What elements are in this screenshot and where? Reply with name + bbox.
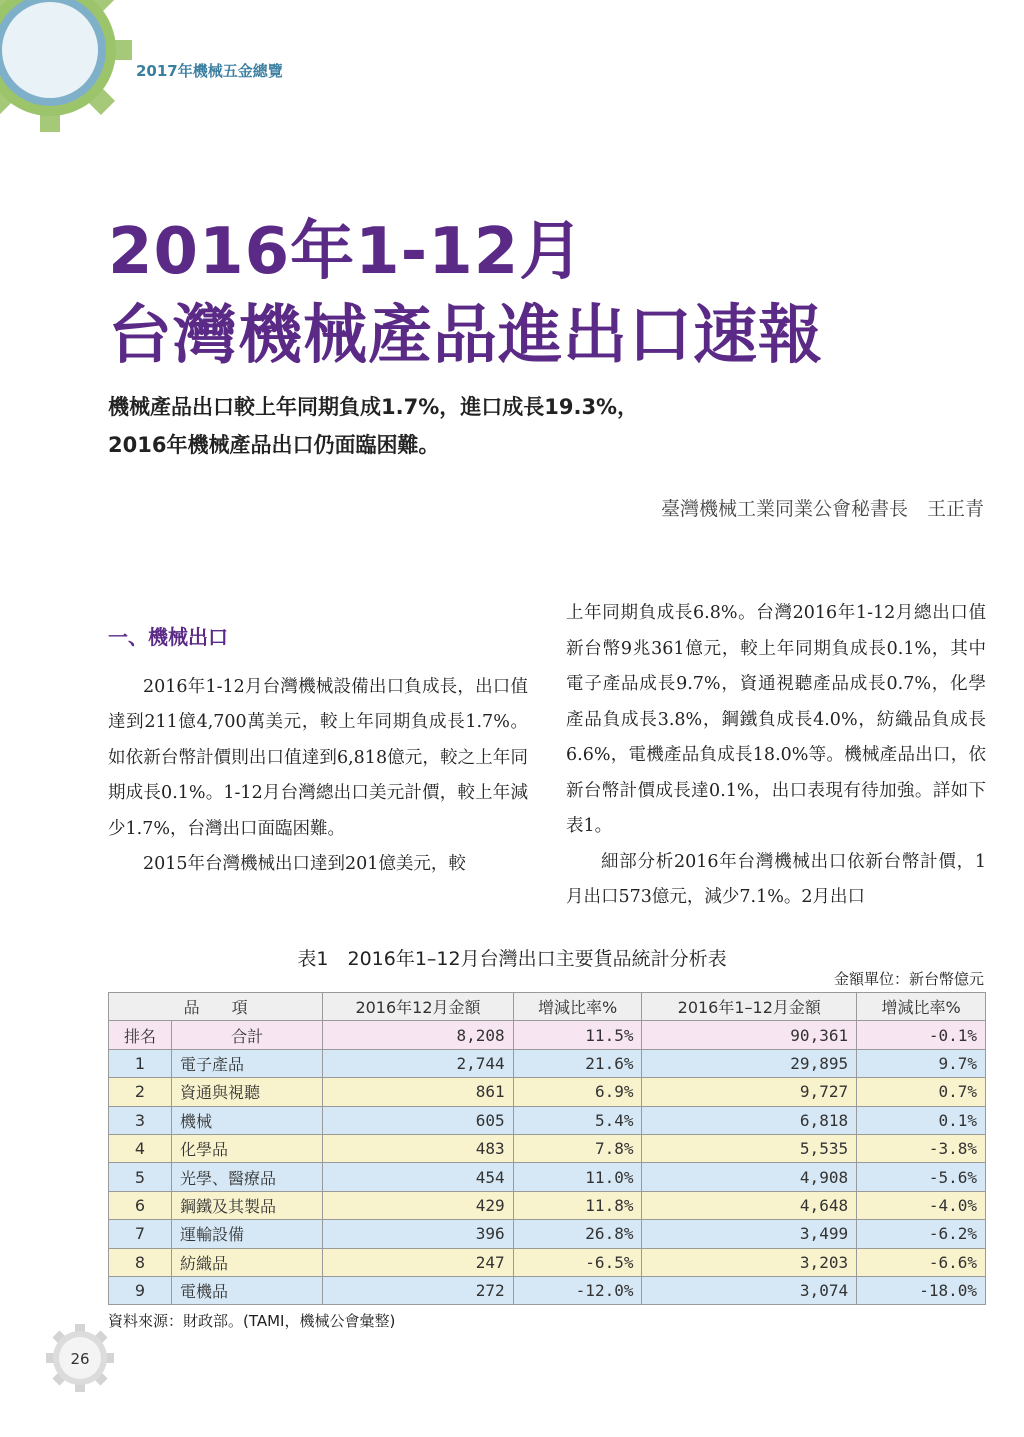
rank-cell: 排名	[109, 1021, 172, 1049]
table-row	[109, 1078, 986, 1106]
dec-change-cell: 7.8%	[513, 1134, 642, 1162]
rank-cell: 2	[109, 1078, 172, 1106]
subtitle-line-1: 機械產品出口較上年同期負成1.7%，進口成長19.3%，	[108, 395, 639, 419]
paragraph: 上年同期負成長6.8%。台灣2016年1-12月總出口值新台幣9兆361億元，較上年同期負成長0.1%，其中電子產品成長9.7%，資通視聽產品成長0.7%，化學產品負成長3.8%，鋼鐵負成長4.0%，紡織品負成長6.6%，電機產品負成長18.0%等。機械產品出口，依新台幣計價成長達0.1%，出口表現有待加強。詳如下表1。	[566, 603, 986, 836]
table-row	[109, 1049, 986, 1077]
rank-cell: 8	[109, 1248, 172, 1276]
ytd-change-cell: 0.7%	[857, 1078, 986, 1106]
rank-cell: 3	[109, 1106, 172, 1134]
ytd-amount-cell: 4,908	[642, 1163, 857, 1191]
ytd-amount-cell: 29,895	[642, 1049, 857, 1077]
item-cell: 合計	[172, 1021, 323, 1049]
table-header-row	[109, 993, 986, 1021]
title-line-2: 台灣機械產品進出口速報	[108, 299, 823, 373]
item-cell: 光學、醫療品	[172, 1163, 323, 1191]
table-source-note: 資料來源：財政部。(TAMI，機械公會彙整)	[108, 1312, 396, 1330]
dec-amount-cell: 605	[323, 1106, 513, 1134]
left-column	[108, 620, 528, 883]
ytd-change-cell: -4.0%	[857, 1191, 986, 1219]
ytd-amount-cell: 6,818	[642, 1106, 857, 1134]
ytd-change-cell: -5.6%	[857, 1163, 986, 1191]
subtitle-line-2: 2016年機械產品出口仍面臨困難。	[108, 433, 440, 457]
ytd-amount-cell: 3,074	[642, 1276, 857, 1304]
rank-cell: 4	[109, 1134, 172, 1162]
dec-change-cell: 11.5%	[513, 1021, 642, 1049]
item-cell: 電機品	[172, 1276, 323, 1304]
ytd-change-cell: -0.1%	[857, 1021, 986, 1049]
item-cell: 化學品	[172, 1134, 323, 1162]
dec-change-cell: 5.4%	[513, 1106, 642, 1134]
dec-change-cell: 6.9%	[513, 1078, 642, 1106]
ytd-amount-cell: 90,361	[642, 1021, 857, 1049]
dec-amount-cell: 861	[323, 1078, 513, 1106]
dec-change-cell: 11.8%	[513, 1191, 642, 1219]
dec-change-cell: 21.6%	[513, 1049, 642, 1077]
dec-amount-cell: 454	[323, 1163, 513, 1191]
ytd-amount-cell: 9,727	[642, 1078, 857, 1106]
dec-change-cell: 26.8%	[513, 1220, 642, 1248]
dec-change-cell: -6.5%	[513, 1248, 642, 1276]
table-row	[109, 1106, 986, 1134]
dec-amount-cell: 2,744	[323, 1049, 513, 1077]
ytd-change-cell: -3.8%	[857, 1134, 986, 1162]
header-ytd-change: 增減比率%	[857, 993, 986, 1021]
title-line-1: 2016年1-12月	[108, 215, 585, 289]
dec-amount-cell: 272	[323, 1276, 513, 1304]
table-caption: 表1 2016年1–12月台灣出口主要貨品統計分析表	[297, 948, 727, 970]
paragraph: 2016年1-12月台灣機械設備出口負成長，出口值達到211億4,700萬美元，較上年同期負成長1.7%。如依新台幣計價則出口值達到6,818億元，較之上年同期成長0.1%。1-12月台灣總出口美元計價，較上年減少1.7%，台灣出口面臨困難。	[108, 676, 528, 839]
table-row	[109, 1276, 986, 1304]
dec-amount-cell: 396	[323, 1220, 513, 1248]
table-row	[109, 1220, 986, 1248]
rank-cell: 7	[109, 1220, 172, 1248]
subtitle	[108, 388, 638, 464]
item-cell: 運輸設備	[172, 1220, 323, 1248]
ytd-amount-cell: 3,499	[642, 1220, 857, 1248]
dec-change-cell: -12.0%	[513, 1276, 642, 1304]
rank-cell: 9	[109, 1276, 172, 1304]
item-cell: 資通與視聽	[172, 1078, 323, 1106]
item-cell: 鋼鐵及其製品	[172, 1191, 323, 1219]
page-title	[108, 210, 823, 378]
rank-cell: 6	[109, 1191, 172, 1219]
paragraph: 2015年台灣機械出口達到201億美元，較	[143, 854, 466, 874]
rank-cell: 5	[109, 1163, 172, 1191]
table-total-row	[109, 1021, 986, 1049]
dec-amount-cell: 8,208	[323, 1021, 513, 1049]
export-stats-table	[108, 992, 986, 1305]
ytd-change-cell: -6.2%	[857, 1220, 986, 1248]
table-unit-note: 金額單位：新台幣億元	[833, 970, 984, 988]
author-byline: 臺灣機械工業同業公會秘書長 王正青	[660, 498, 984, 520]
table-row	[109, 1191, 986, 1219]
page-number: 26	[70, 1350, 90, 1368]
header-dec-change: 增減比率%	[513, 993, 642, 1021]
dec-amount-cell: 247	[323, 1248, 513, 1276]
gear-decoration-icon	[0, 0, 140, 140]
item-cell: 紡織品	[172, 1248, 323, 1276]
ytd-amount-cell: 4,648	[642, 1191, 857, 1219]
ytd-change-cell: -18.0%	[857, 1276, 986, 1304]
ytd-change-cell: -6.6%	[857, 1248, 986, 1276]
ytd-amount-cell: 5,535	[642, 1134, 857, 1162]
publication-title: 2017年機械五金總覽	[136, 62, 283, 80]
item-cell: 機械	[172, 1106, 323, 1134]
section-heading: 一、機械出口	[108, 625, 228, 649]
table-row	[109, 1248, 986, 1276]
table-row	[109, 1163, 986, 1191]
ytd-change-cell: 9.7%	[857, 1049, 986, 1077]
header-ytd-amount: 2016年1–12月金額	[642, 993, 857, 1021]
header-item: 品 項	[109, 993, 323, 1021]
table-row	[109, 1134, 986, 1162]
header-dec-amount: 2016年12月金額	[323, 993, 513, 1021]
item-cell: 電子產品	[172, 1049, 323, 1077]
ytd-amount-cell: 3,203	[642, 1248, 857, 1276]
rank-cell: 1	[109, 1049, 172, 1077]
right-column	[566, 596, 986, 916]
ytd-change-cell: 0.1%	[857, 1106, 986, 1134]
paragraph: 細部分析2016年台灣機械出口依新台幣計價，1月出口573億元，減少7.1%。2月出口	[566, 851, 986, 907]
dec-change-cell: 11.0%	[513, 1163, 642, 1191]
dec-amount-cell: 429	[323, 1191, 513, 1219]
dec-amount-cell: 483	[323, 1134, 513, 1162]
